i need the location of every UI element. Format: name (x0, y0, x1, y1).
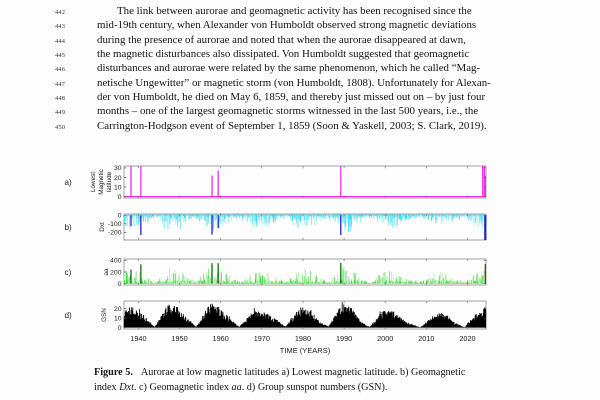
line-number: 449 (55, 109, 66, 117)
line-number: 443 (55, 23, 66, 31)
x-tick-label: 1990 (335, 334, 353, 343)
paragraph-text: the magnetic disturbances also dissipated. Von Humboldt suggested that geomagnetic (97, 48, 470, 61)
y-axis-label: Lowest (90, 172, 97, 192)
paragraph-line (55, 77, 595, 91)
figure-chart (60, 150, 600, 362)
line-number: 445 (55, 52, 66, 60)
x-tick-label: 1960 (212, 334, 229, 343)
line-number: 446 (55, 66, 66, 74)
paragraph-line (55, 34, 595, 48)
paragraph-line (55, 120, 595, 134)
caption-text: aa (231, 382, 242, 393)
y-axis-label: latitude (106, 171, 113, 193)
paragraph-line (55, 19, 595, 33)
paragraph-text: Carrington-Hodgson event of September 1, 1859 (Soon & Yaskell, 2003; S. Clark, 2019). (97, 119, 487, 132)
panel-b (65, 213, 487, 240)
x-tick-label: 1950 (171, 334, 188, 343)
paragraph-text: netische Ungewitter” or magnetic storm (von Humboldt, 1808). Unfortunately for Alexan- (97, 76, 491, 89)
paragraph-text: The link between aurorae and geomagnetic activity has been recognised since the (117, 5, 472, 17)
line-number: 447 (55, 80, 66, 88)
y-tick-label: 200 (110, 269, 122, 277)
y-axis-label: GSN (101, 308, 108, 322)
y-tick-label: 400 (110, 257, 122, 265)
y-tick-label: 20 (113, 305, 122, 313)
caption-line (94, 380, 554, 395)
paragraph-line (55, 62, 595, 76)
paragraph-line (55, 105, 595, 119)
caption-text: . c) Geomagnetic index (133, 382, 232, 393)
y-tick-label: 0 (117, 280, 122, 288)
panel-c (65, 258, 487, 288)
line-number: 450 (55, 123, 66, 131)
y-tick-label: 0 (117, 193, 122, 201)
x-tick-label: 2000 (377, 334, 394, 343)
y-tick-label: 0 (117, 212, 122, 220)
y-axis-label: Magnetic (98, 169, 105, 195)
paragraph-text: during the presence of aurorae and noted that when the aurorae disappeared at dawn, (97, 33, 466, 46)
y-tick-label: 20 (113, 174, 122, 182)
panel-letter-b: b) (64, 223, 72, 232)
panel-a (65, 165, 487, 201)
paragraph-text: disturbances and aurorae were related by the same phenomenon, which he called “Mag- (97, 62, 481, 75)
x-tick-label: 2010 (418, 334, 435, 343)
y-tick-label: 0 (117, 324, 122, 332)
y-tick-label: -200 (107, 229, 122, 237)
y-tick-label: 10 (113, 315, 122, 323)
y-axis-label: aa (103, 268, 110, 276)
paragraph-text: der von Humboldt, he died on May 6, 1859, and thereby just missed out on – by just four (97, 91, 486, 104)
y-tick-label: 10 (113, 184, 122, 192)
caption-text: Dxt (119, 382, 134, 393)
x-tick-label: 1970 (253, 334, 270, 343)
x-tick-label: 2020 (459, 334, 476, 343)
y-tick-label: -100 (107, 221, 122, 229)
paragraph-text: mid-19th century, when Alexander von Humboldt observed strong magnetic deviations (97, 19, 477, 32)
panel-letter-c: c) (64, 268, 72, 277)
line-number: 448 (55, 95, 66, 103)
panel-letter-a: a) (64, 178, 72, 187)
line-number: 442 (55, 9, 66, 16)
paragraph-line (55, 48, 595, 62)
caption-text: . d) Group sunspot numbers (GSN). (241, 382, 388, 393)
caption-text: Aurorae at low magnetic latitudes a) Lowest magnetic latitude. b) Geomagnetic (140, 367, 466, 378)
caption-text: index (94, 382, 120, 393)
caption-label: Figure 5. (94, 367, 133, 378)
paragraph-line (55, 91, 595, 105)
paragraph-text: months – one of the largest geomagnetic storms witnessed in the last 500 years, i.e., the (97, 105, 479, 118)
line-number: 444 (55, 37, 66, 45)
panel-letter-d: d) (64, 311, 72, 320)
caption-line (94, 365, 554, 380)
paragraph (55, 5, 595, 134)
x-tick-label: 1940 (130, 334, 147, 343)
y-axis-label: Dxt (99, 222, 106, 232)
x-tick-label: 1980 (294, 334, 312, 343)
paragraph-line (55, 5, 595, 19)
figure-caption (94, 365, 554, 395)
panel-d (65, 301, 487, 332)
y-tick-label: 30 (113, 165, 122, 173)
x-axis-title: TIME (YEARS) (279, 346, 331, 355)
